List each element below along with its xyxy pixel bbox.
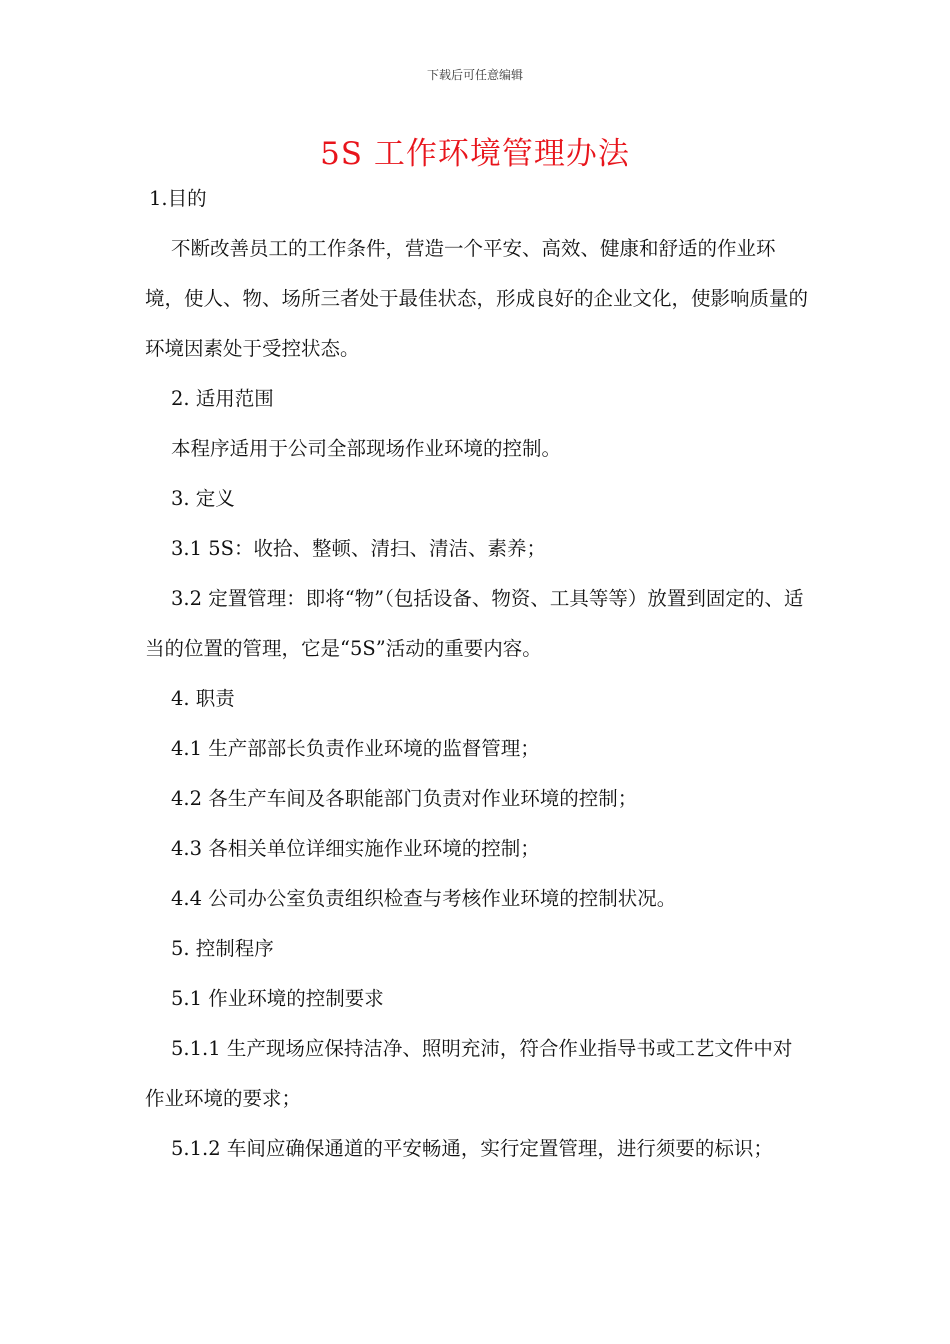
document-title: 5S 工作环境管理办法	[320, 136, 630, 172]
paragraph-scope: 本程序适用于公司全部现场作业环境的控制。	[171, 437, 562, 460]
section-heading-scope: 2. 适用范围	[171, 387, 274, 410]
section-heading-responsibilities: 4. 职责	[171, 687, 235, 710]
paragraph-definition-5s: 3.1 5S：收拾、整顿、清扫、清洁、素养；	[171, 537, 546, 560]
paragraph-responsibility-4-1: 4.1 生产部部长负责作业环境的监督管理；	[171, 737, 540, 760]
paragraph-5-1-1: 5.1.1 生产现场应保持洁净、照明充沛，符合作业指导书或工艺文件中对作业环境的要求；	[145, 1037, 793, 1110]
document-body	[145, 174, 810, 1174]
section-heading-control-procedure: 5. 控制程序	[171, 937, 274, 960]
paragraph-responsibility-4-4: 4.4 公司办公室负责组织检查与考核作业环境的控制状况。	[171, 887, 677, 910]
paragraph-5-1-2: 5.1.2 车间应确保通道的平安畅通，实行定置管理，进行须要的标识；	[171, 1137, 773, 1160]
page-header: 下载后可任意编辑	[426, 68, 523, 82]
paragraph-responsibility-4-2: 4.2 各生产车间及各职能部门负责对作业环境的控制；	[171, 787, 638, 810]
paragraph-purpose: 不断改善员工的工作条件，营造一个平安、高效、健康和舒适的作业环境，使人、物、场所三者处于最佳状态，形成良好的企业文化，使影响质量的环境因素处于受控状态。	[145, 237, 809, 360]
subsection-heading-5-1: 5.1 作业环境的控制要求	[171, 987, 384, 1010]
section-heading-definitions: 3. 定义	[171, 487, 235, 510]
section-heading-purpose: 1.目的	[149, 187, 207, 210]
paragraph-definition-fixed-position: 3.2 定置管理：即将“物”（包括设备、物资、工具等等）放置到固定的、适当的位置的管理，它是“5S”活动的重要内容。	[145, 587, 804, 660]
paragraph-responsibility-4-3: 4.3 各相关单位详细实施作业环境的控制；	[171, 837, 540, 860]
